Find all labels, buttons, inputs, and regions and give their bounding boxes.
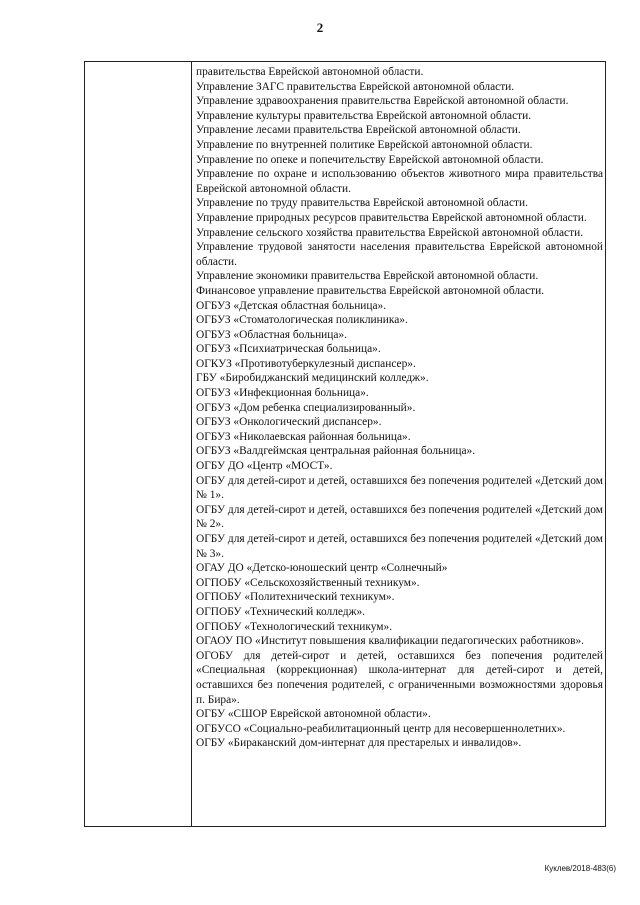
- list-item: Управление по опеке и попечительству Еврейской автономной области.: [196, 153, 544, 166]
- list-item: ОГПОБУ «Сельскохозяйственный техникум».: [196, 576, 420, 589]
- list-item: Управление здравоохранения правительства Еврейской автономной области.: [196, 95, 569, 108]
- list-item: ОГПОБУ «Технологический техникум».: [196, 620, 393, 633]
- list-item: правительства Еврейской автономной области.: [196, 66, 424, 78]
- list-item: ОГОБУ для детей-сирот и детей, оставшихся без попечения родителей «Специальная (коррекционная) школа-интернат для детей-сирот и детей, оставшихся без попечения родителей, с ограниченными возможностями здоровья п. Бира».: [196, 649, 603, 706]
- list-item: ОГБУЗ «Николаевская районная больница».: [196, 430, 411, 443]
- list-item: ОГБУЗ «Онкологический диспансер».: [196, 416, 382, 429]
- list-item: Управление сельского хозяйства правительства Еврейской автономной области.: [196, 226, 584, 239]
- list-item: ОГКУЗ «Противотуберкулезный диспансер».: [196, 357, 416, 370]
- page-number: 2: [316, 20, 324, 35]
- list-item: ОГАОУ ПО «Институт повышения квалификации педагогических работников».: [196, 635, 585, 648]
- list-item: Финансовое управление правительства Еврейской автономной области.: [196, 284, 545, 297]
- list-item: ОГПОБУ «Технический колледж».: [196, 605, 366, 618]
- list-item: ГБУ «Биробиджанский медицинский колледж».: [196, 372, 429, 385]
- document-table: [84, 61, 606, 827]
- list-item: ОГБУ для детей-сирот и детей, оставшихся без попечения родителей «Детский дом № 1».: [196, 474, 603, 502]
- list-item: ОГБУЗ «Детская областная больница».: [196, 299, 387, 312]
- list-item: ОГБУЗ «Инфекционная больница».: [196, 387, 369, 400]
- list-item: ОГБУСО «Социально-реабилитационный центр для несовершеннолетних».: [196, 722, 566, 735]
- list-item: ОГБУ для детей-сирот и детей, оставшихся без попечения родителей «Детский дом № 3».: [196, 533, 603, 560]
- list-item: ОГБУЗ «Дом ребенка специализированный».: [196, 401, 416, 414]
- list-item: Управление по охране и использованию объектов животного мира правительства Еврейской автономной области.: [196, 168, 603, 195]
- table-left-column: [85, 62, 192, 826]
- list-item: Управление природных ресурсов правительства Еврейской автономной области.: [196, 211, 587, 224]
- document-code: Куклев/2018-483(6): [544, 864, 616, 873]
- list-item: Управление ЗАГС правительства Еврейской автономной области.: [196, 80, 515, 93]
- list-item: ОГБУ «Бираканский дом-интернат для престарелых и инвалидов».: [196, 737, 522, 750]
- list-item: ОГБУ ДО «Центр «МОСТ».: [196, 460, 333, 473]
- list-item: ОГБУЗ «Валдгеймская центральная районная больница».: [196, 445, 476, 458]
- list-item: Управление по труду правительства Еврейской автономной области.: [196, 197, 528, 210]
- list-item: ОГБУЗ «Психиатрическая больница».: [196, 343, 381, 356]
- list-item: Управление культуры правительства Еврейской автономной области.: [196, 109, 532, 122]
- list-item: Управление трудовой занятости населения правительства Еврейской автономной области.: [196, 241, 603, 268]
- list-item: ОГПОБУ «Политехнический техникум».: [196, 591, 395, 604]
- list-item: Управление лесами правительства Еврейской автономной области.: [196, 124, 521, 137]
- organization-list: [192, 62, 605, 826]
- list-item: Управление по внутренней политике Еврейской автономной области.: [196, 138, 533, 151]
- list-item: ОГБУ для детей-сирот и детей, оставшихся без попечения родителей «Детский дом № 2».: [196, 503, 603, 531]
- list-item: ОГБУ «СШОР Еврейской автономной области».: [196, 708, 431, 721]
- list-item: Управление экономики правительства Еврейской автономной области.: [196, 270, 539, 283]
- list-item: ОГБУЗ «Областная больница».: [196, 328, 347, 341]
- list-item: ОГБУЗ «Стоматологическая поликлиника».: [196, 314, 408, 327]
- list-item: ОГАУ ДО «Детско-юношеский центр «Солнечный»: [196, 562, 448, 575]
